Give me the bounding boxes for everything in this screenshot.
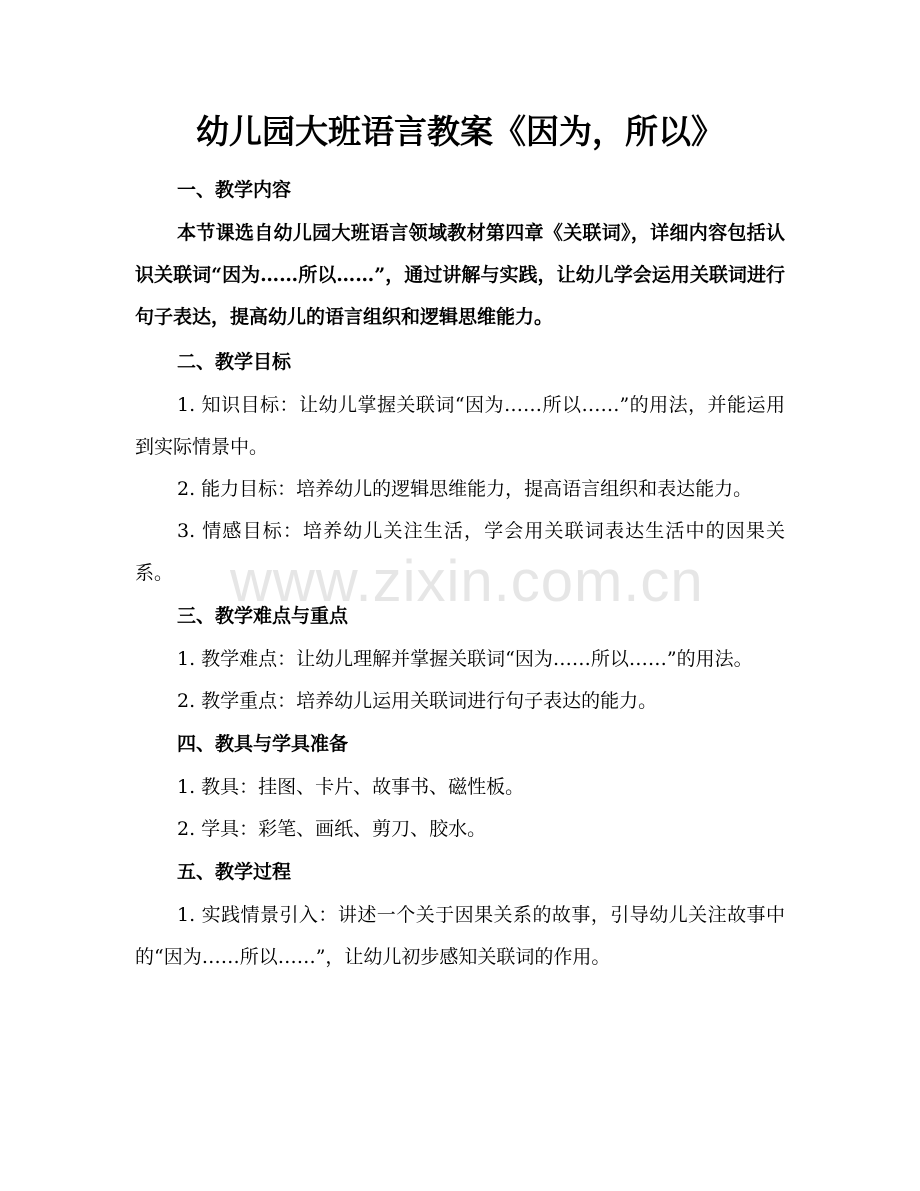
section-heading-4: 四、教具与学具准备 <box>177 733 349 755</box>
section-2-paragraph-2: 2. 能力目标：培养幼儿的逻辑思维能力，提高语言组织和表达能力。 <box>177 478 753 500</box>
section-heading-5: 五、教学过程 <box>177 861 292 883</box>
section-1-paragraph-1: 本节课选自幼儿园大班语言领域教材第四章《关联词》，详细内容包括认识关联词“因为……所以……”，通过讲解与实践，让幼儿学会运用关联词进行句子表达，提高幼儿的语言组织和逻辑思维能力。 <box>135 222 785 328</box>
section-heading-2: 二、教学目标 <box>177 351 292 373</box>
section-heading-1: 一、教学内容 <box>177 179 292 201</box>
document-content <box>135 0 785 978</box>
section-3-paragraph-2: 2. 教学重点：培养幼儿运用关联词进行句子表达的能力。 <box>177 690 658 712</box>
section-4-paragraph-1: 1. 教具：挂图、卡片、故事书、磁性板。 <box>177 776 525 798</box>
section-4-paragraph-2: 2. 学具：彩笔、画纸、剪刀、胶水。 <box>177 818 487 840</box>
section-5-paragraph-1: 1. 实践情景引入：讲述一个关于因果关系的故事，引导幼儿关注故事中的“因为……所以……”，让幼儿初步感知关联词的作用。 <box>135 904 785 968</box>
section-heading-3: 三、教学难点与重点 <box>177 605 349 627</box>
section-2-paragraph-1: 1. 知识目标：让幼儿掌握关联词“因为……所以……”的用法，并能运用到实际情景中。 <box>135 394 785 458</box>
watermark: www.zixin.com.cn <box>230 549 704 614</box>
section-2-paragraph-3: 3. 情感目标：培养幼儿关注生活，学会用关联词表达生活中的因果关系。 <box>135 520 785 584</box>
section-3-paragraph-1: 1. 教学难点：让幼儿理解并掌握关联词“因为……所以……”的用法。 <box>177 648 753 670</box>
document-title: 幼儿园大班语言教案《因为，所以》 <box>196 112 724 151</box>
